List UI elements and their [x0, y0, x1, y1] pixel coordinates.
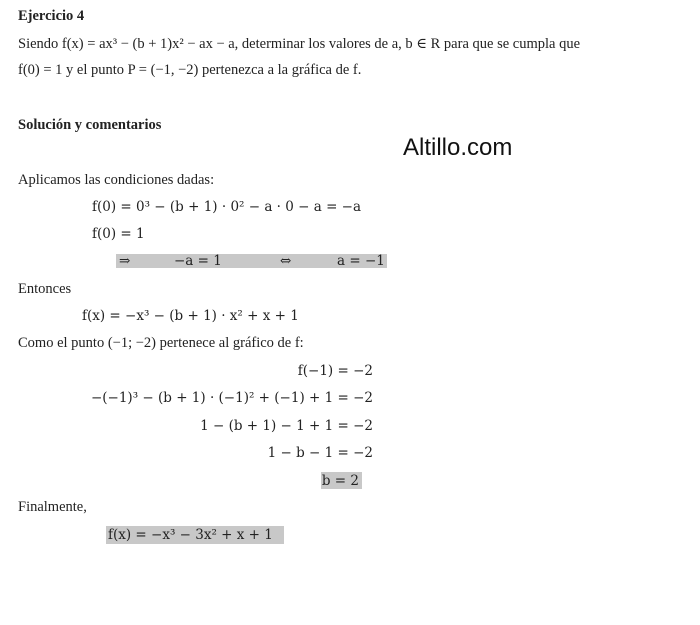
step-f-minus-1: f(−1) = −2: [297, 363, 373, 379]
equation-f-substituted: f(x) = −x³ − (b + 1) · x² + x + 1: [82, 308, 299, 324]
step-simplify-1: 1 − (b + 1) − 1 + 1 = −2: [200, 418, 373, 434]
point-condition-text: Como el punto (−1; −2) pertenece al gráfico de f:: [18, 335, 304, 351]
final-equation: f(x) = −x³ − 3x² + x + 1: [108, 527, 273, 543]
solution-heading: Solución y comentarios: [18, 117, 162, 133]
then-label: Entonces: [18, 281, 72, 297]
statement-line-1: Siendo f(x) = ax³ − (b + 1)x² − ax − a, determinar los valores de a, b ∈ R para que se cumpla que: [18, 36, 581, 52]
watermark: Altillo.com: [403, 134, 513, 161]
step-simplify-2: 1 − b − 1 = −2: [267, 445, 373, 461]
implies-symbol: ⇒: [119, 253, 131, 269]
statement-line-2: f(0) = 1 y el punto P = (−1, −2) pertenezca a la gráfica de f.: [18, 62, 362, 78]
equation-f0-expanded: f(0) = 0³ − (b + 1) · 0² − a · 0 − a = −a: [92, 199, 362, 215]
equation-a-value: a = −1: [337, 253, 385, 269]
equation-f0-value: f(0) = 1: [92, 226, 145, 242]
step-substitution: −(−1)³ − (b + 1) · (−1)² + (−1) + 1 = −2: [90, 390, 373, 406]
iff-symbol: ⇔: [280, 253, 292, 269]
equation-minus-a: −a = 1: [174, 253, 222, 269]
intro-text: Aplicamos las condiciones dadas:: [18, 172, 215, 188]
final-label: Finalmente,: [18, 499, 87, 515]
exercise-title: Ejercicio 4: [18, 8, 85, 24]
step-b-value: b = 2: [321, 473, 359, 489]
